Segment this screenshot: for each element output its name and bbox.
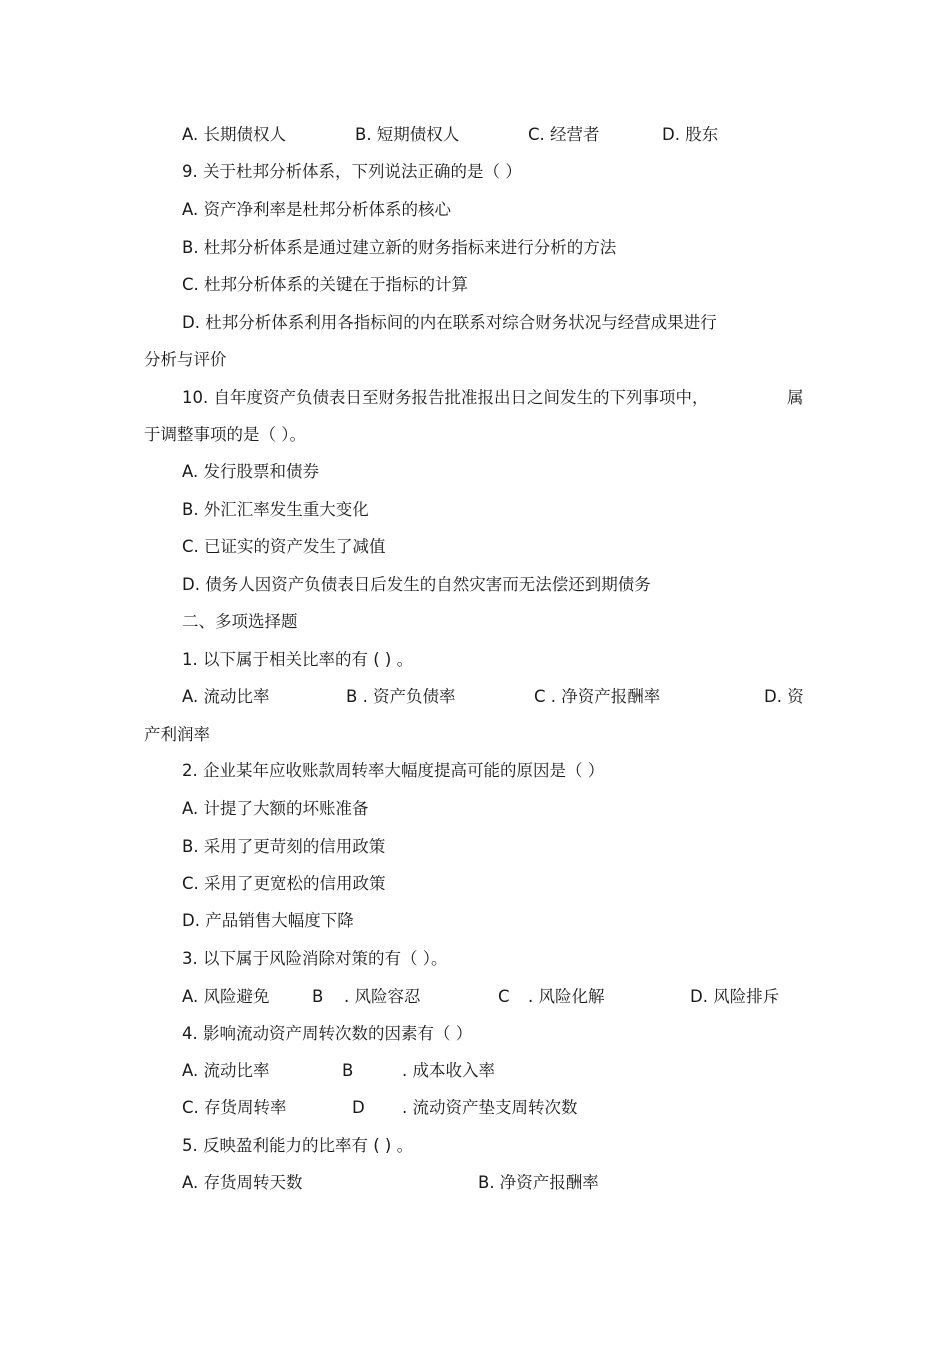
question-10-stem-continued: 于调整事项的是（ ）。 — [144, 425, 306, 444]
question-9-option-b: B. 杜邦分析体系是通过建立新的财务指标来进行分析的方法 — [182, 238, 617, 257]
option-d: D. 股东 — [662, 125, 719, 144]
option-c: C . 净资产报酬率 — [534, 687, 661, 706]
question-10-option-a: A. 发行股票和债券 — [182, 462, 319, 481]
option-d: . 流动资产垫支周转次数 — [402, 1098, 578, 1117]
multi-question-2-option-a: A. 计提了大额的坏账准备 — [182, 799, 369, 818]
multi-question-5-options — [0, 1170, 950, 1196]
option-a: A. 长期债权人 — [182, 125, 286, 144]
multi-question-4-stem: 4. 影响流动资产周转次数的因素有（ ） — [182, 1024, 473, 1043]
option-a: A. 存货周转天数 — [182, 1173, 303, 1192]
multi-question-3-options — [0, 984, 950, 1010]
multi-question-5-stem: 5. 反映盈利能力的比率有 ( ) 。 — [182, 1136, 414, 1155]
option-c-letter: C — [498, 987, 510, 1006]
option-b: . 风险容忍 — [344, 987, 421, 1006]
option-d: D. 风险排斥 — [690, 987, 780, 1006]
question-9-option-d: D. 杜邦分析体系利用各指标间的内在联系对综合财务状况与经营成果进行 — [182, 313, 717, 332]
multi-question-1-option-d-continued: 产利润率 — [144, 725, 210, 744]
option-d-letter: D — [352, 1098, 365, 1117]
multi-question-1-stem: 1. 以下属于相关比率的有 ( ) 。 — [182, 650, 414, 669]
multi-question-4-options-row1 — [0, 1058, 950, 1084]
multi-question-2-stem: 2. 企业某年应收账款周转率大幅度提高可能的原因是（ ） — [182, 761, 605, 780]
multi-question-2-option-d: D. 产品销售大幅度下降 — [182, 911, 354, 930]
option-d: D. 资 — [764, 687, 804, 706]
previous-question-options — [0, 122, 950, 148]
multi-question-3-stem: 3. 以下属于风险消除对策的有（ ）。 — [182, 949, 448, 968]
multi-question-1-options — [0, 684, 950, 710]
question-9-stem: 9. 关于杜邦分析体系，下列说法正确的是（ ） — [182, 162, 522, 181]
option-b: . 成本收入率 — [402, 1061, 495, 1080]
option-b-letter: B — [312, 987, 324, 1006]
option-a: A. 风险避免 — [182, 987, 270, 1006]
option-b-letter: B — [342, 1061, 354, 1080]
question-9-option-c: C. 杜邦分析体系的关键在于指标的计算 — [182, 275, 469, 294]
section-title-multiple-choice: 二、多项选择题 — [182, 612, 298, 631]
question-10-option-c: C. 已证实的资产发生了减值 — [182, 537, 386, 556]
option-a: A. 流动比率 — [182, 1061, 270, 1080]
option-b: B. 短期债权人 — [355, 125, 460, 144]
multi-question-4-options-row2 — [0, 1095, 950, 1121]
option-b: B. 净资产报酬率 — [478, 1173, 599, 1192]
question-9-option-d-continued: 分析与评价 — [144, 350, 227, 369]
question-9-option-a: A. 资产净利率是杜邦分析体系的核心 — [182, 200, 451, 219]
multi-question-2-option-b: B. 采用了更苛刻的信用政策 — [182, 837, 386, 856]
option-a: A. 流动比率 — [182, 687, 270, 706]
option-c: C. 存货周转率 — [182, 1098, 287, 1117]
option-c: C. 经营者 — [528, 125, 600, 144]
option-c: . 风险化解 — [528, 987, 605, 1006]
question-10-option-d: D. 债务人因资产负债表日后发生的自然灾害而无法偿还到期债务 — [182, 575, 651, 594]
multi-question-2-option-c: C. 采用了更宽松的信用政策 — [182, 874, 386, 893]
option-b: B . 资产负债率 — [346, 687, 456, 706]
question-10-stem: 10. 自年度资产负债表日至财务报告批准报出日之间发生的下列事项中， 属 — [182, 388, 804, 407]
question-10-option-b: B. 外汇汇率发生重大变化 — [182, 500, 369, 519]
